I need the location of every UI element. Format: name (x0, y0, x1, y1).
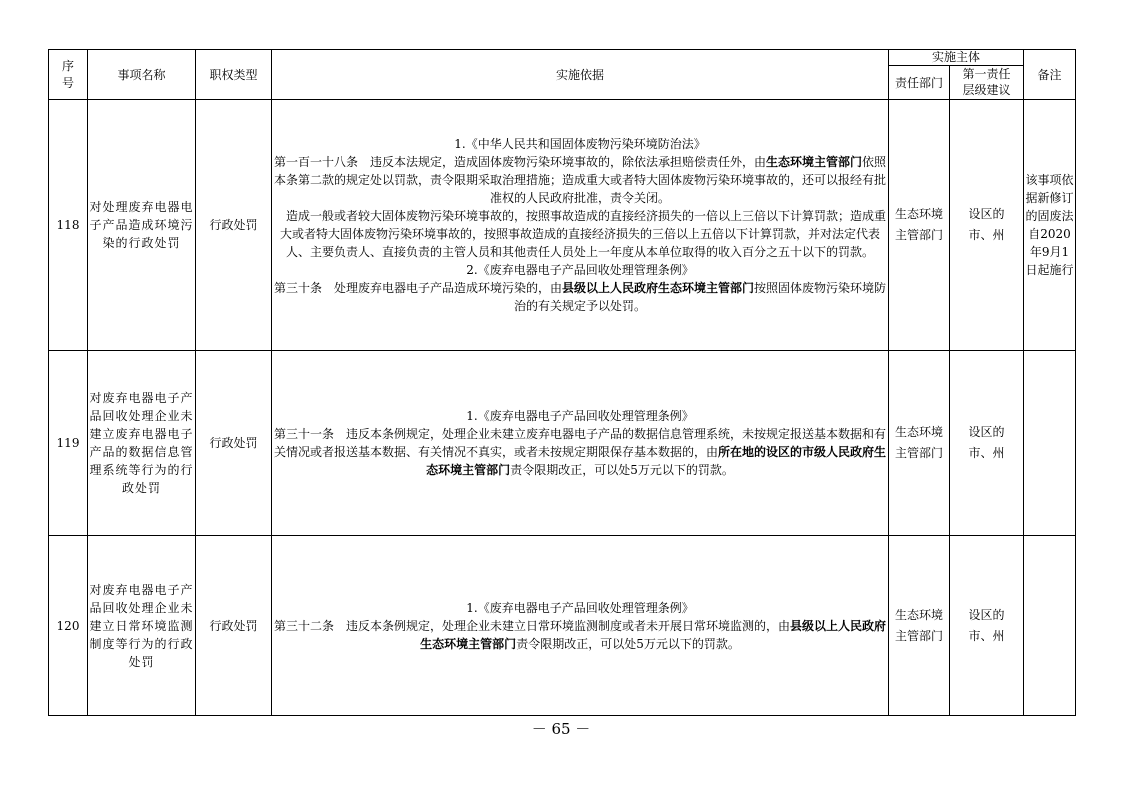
row-number: 118 (49, 100, 88, 351)
responsibility-level: 设区的市、州 (950, 351, 1024, 536)
basis-article: 第三十条 处理废弃电器电子产品造成环境污染的，由县级以上人民政府生态环境主管部门按照固体废物污染环境防治的有关规定予以处罚。 (273, 281, 887, 313)
implementation-basis (272, 351, 889, 536)
header-responsibility-level: 第一责任层级建议 (950, 66, 1024, 100)
authority-type: 行政处罚 (196, 536, 272, 716)
item-name: 对废弃电器电子产品回收处理企业未建立日常环境监测制度等行为的行政处罚 (88, 536, 196, 716)
implementation-basis (272, 536, 889, 716)
row-number: 119 (49, 351, 88, 536)
header-remark: 备注 (1024, 50, 1076, 100)
basis-article: 第三十一条 违反本条例规定，处理企业未建立废弃电器电子产品的数据信息管理系统，未按规定报送基本数据和有关情况或者报送基本数据、有关情况不真实，或者未按规定期限保存基本数据的，由所在地的设区的市级人民政府生态环境主管部门责令限期改正，可以处5万元以下的罚款。 (273, 427, 887, 477)
row-number: 120 (49, 536, 88, 716)
header-no: 序号 (49, 50, 88, 100)
header-authority-type: 职权类型 (196, 50, 272, 100)
header-responsible-dept: 责任部门 (889, 66, 950, 100)
responsible-authority: 所在地的设区的市级人民政府生态环境主管部门 (426, 445, 887, 477)
item-name: 对废弃电器电子产品回收处理企业未建立废弃电器电子产品的数据信息管理系统等行为的行政处罚 (88, 351, 196, 536)
authority-type: 行政处罚 (196, 351, 272, 536)
remark: 该事项依据新修订的固废法自2020年9月1日起施行 (1024, 100, 1076, 351)
header-item-name: 事项名称 (88, 50, 196, 100)
responsible-authority: 县级以上人民政府生态环境主管部门 (561, 281, 754, 295)
header-basis: 实施依据 (272, 50, 889, 100)
remark (1024, 536, 1076, 716)
basis-article-paragraph: 造成一般或者较大固体废物污染环境事故的，按照事故造成的直接经济损失的一倍以上三倍以下计算罚款；造成重大或者特大固体废物污染环境事故的，按照事故造成的直接经济损失的三倍以上五倍以下计算罚款，并对法定代表人、主要负责人、直接负责的主管人员和其他责任人员处上一年度从本单位取得的收入百分之五十以下的罚款。 (279, 209, 886, 259)
basis-law-title: 1.《中华人民共和国固体废物污染环境防治法》 (454, 137, 706, 151)
basis-regulation-title: 1.《废弃电器电子产品回收处理管理条例》 (466, 409, 694, 423)
responsible-authority: 县级以上人民政府生态环境主管部门 (420, 618, 887, 651)
authority-type: 行政处罚 (196, 100, 272, 351)
responsible-authority: 生态环境主管部门 (765, 155, 862, 169)
implementation-basis (272, 100, 889, 351)
authority-table (48, 49, 1076, 716)
table-row (49, 351, 1076, 536)
basis-regulation-title: 2.《废弃电器电子产品回收处理管理条例》 (466, 263, 694, 277)
page-number: － 65 － (531, 720, 591, 738)
responsible-dept: 生态环境主管部门 (889, 351, 950, 536)
basis-article: 第三十二条 违反本条例规定，处理企业未建立日常环境监测制度或者未开展日常环境监测的，由县级以上人民政府生态环境主管部门责令限期改正，可以处5万元以下的罚款。 (273, 618, 887, 651)
responsibility-level: 设区的市、州 (950, 100, 1024, 351)
responsible-dept: 生态环境主管部门 (889, 100, 950, 351)
responsible-dept: 生态环境主管部门 (889, 536, 950, 716)
remark (1024, 351, 1076, 536)
item-name: 对处理废弃电器电子产品造成环境污染的行政处罚 (88, 100, 196, 351)
header-subject: 实施主体 (889, 50, 1024, 66)
table-row (49, 536, 1076, 716)
responsibility-level: 设区的市、州 (950, 536, 1024, 716)
basis-article: 第一百一十八条 违反本法规定，造成固体废物污染环境事故的，除依法承担赔偿责任外，由生态环境主管部门依照本条第二款的规定处以罚款，责令限期采取治理措施；造成重大或者特大固体废物污染环境事故的，还可以报经有批准权的人民政府批准，责令关闭。 (273, 155, 887, 205)
table-row (49, 100, 1076, 351)
basis-regulation-title: 1.《废弃电器电子产品回收处理管理条例》 (466, 600, 694, 615)
